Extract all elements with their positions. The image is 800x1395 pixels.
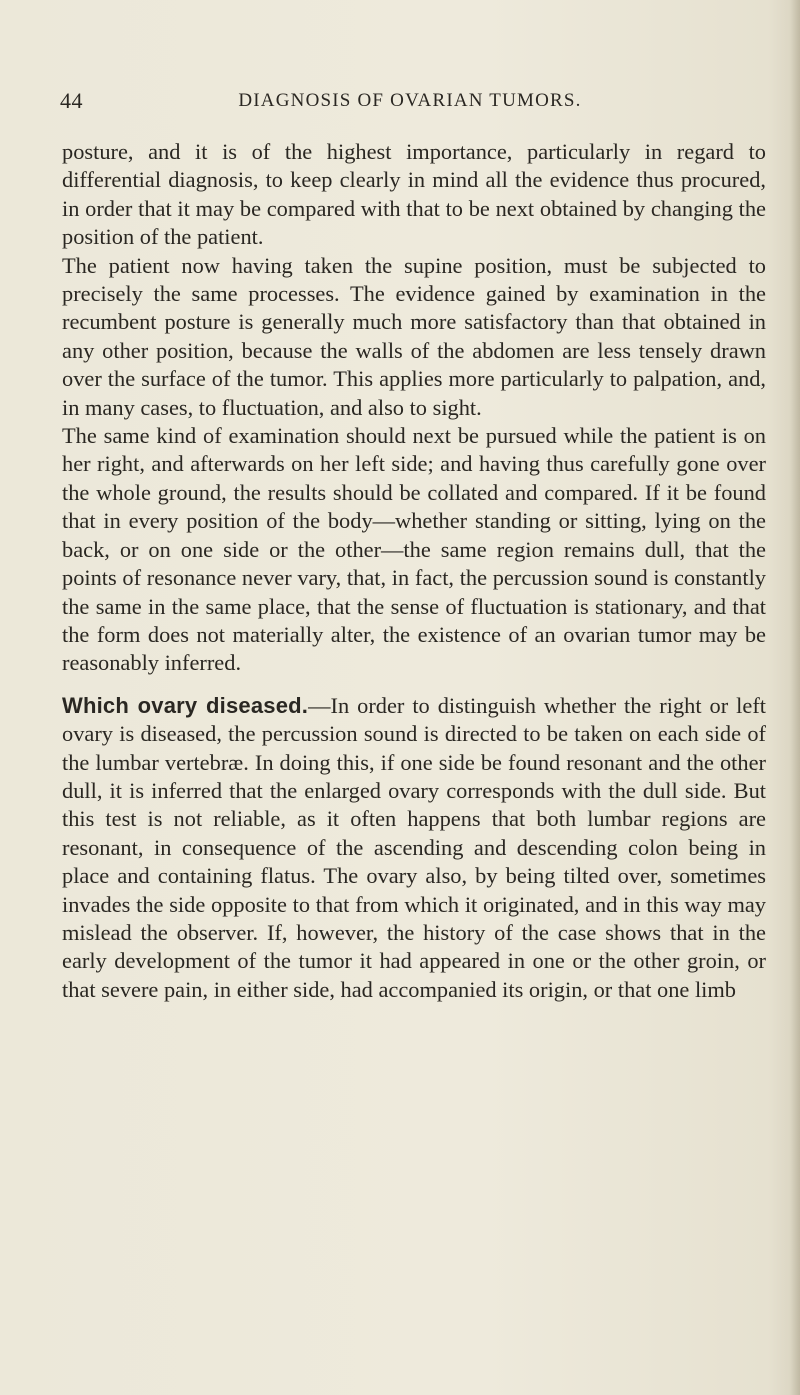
section-which-ovary (62, 692, 766, 1004)
running-title: DIAGNOSIS OF OVARIAN TUMORS. (238, 90, 582, 111)
page-number: 44 (60, 88, 83, 113)
paragraph-continuation: posture, and it is of the highest importance, particularly in regard to differential diagnosis, to keep clearly in mind all the evidence thus procured, in order that it may be compared with that to be next obtained by changing the position of the patient. (62, 139, 766, 250)
body-text (62, 138, 766, 1004)
paragraph-lateral-examination: The same kind of examination should next be pursued while the patient is on her right, and afterwards on her left side; and having thus carefully gone over the whole ground, the results should be collated and compared. If it be found that in every position of the body—whether standing or sitting, lying on the back, or on one side or the other—the same region remains dull, that the points of resonance never vary, that, in fact, the percussion sound is constantly the same in the same place, that the sense of fluctuation is stationary, and that the form does not materially alter, the existence of an ovarian tumor may be reasonably inferred. (62, 423, 766, 676)
section-heading: Which ovary diseased. (62, 692, 309, 718)
paragraph-supine-position: The patient now having taken the supine position, must be subjected to precisely the same processes. The evidence gained by examination in the recumbent posture is generally much more satisfactory than that obtained in any other position, because the walls of the abdomen are less tensely drawn over the surface of the tumor. This applies more particularly to palpation, and, in many cases, to fluctuation, and also to sight. (62, 252, 766, 420)
running-head (60, 88, 760, 118)
section-text: —In order to distinguish whether the right or left ovary is diseased, the percussion sound is directed to be taken on each side of the lumbar vertebræ. In doing this, if one side be found resonant and the other dull, it is inferred that the enlarged ovary corresponds with the dull side. But this test is not reliable, as it often happens that both lumbar regions are resonant, in consequence of the ascending and descending colon being in place and containing flatus. The ovary also, by being tilted over, sometimes invades the side opposite to that from which it originated, and in this way may mislead the observer. If, however, the history of the case shows that in the early development of the tumor it had appeared in one or the other groin, or that severe pain, in either side, had accompanied its origin, or that one limb (62, 692, 766, 1002)
page-edge-shadow (790, 0, 800, 1395)
